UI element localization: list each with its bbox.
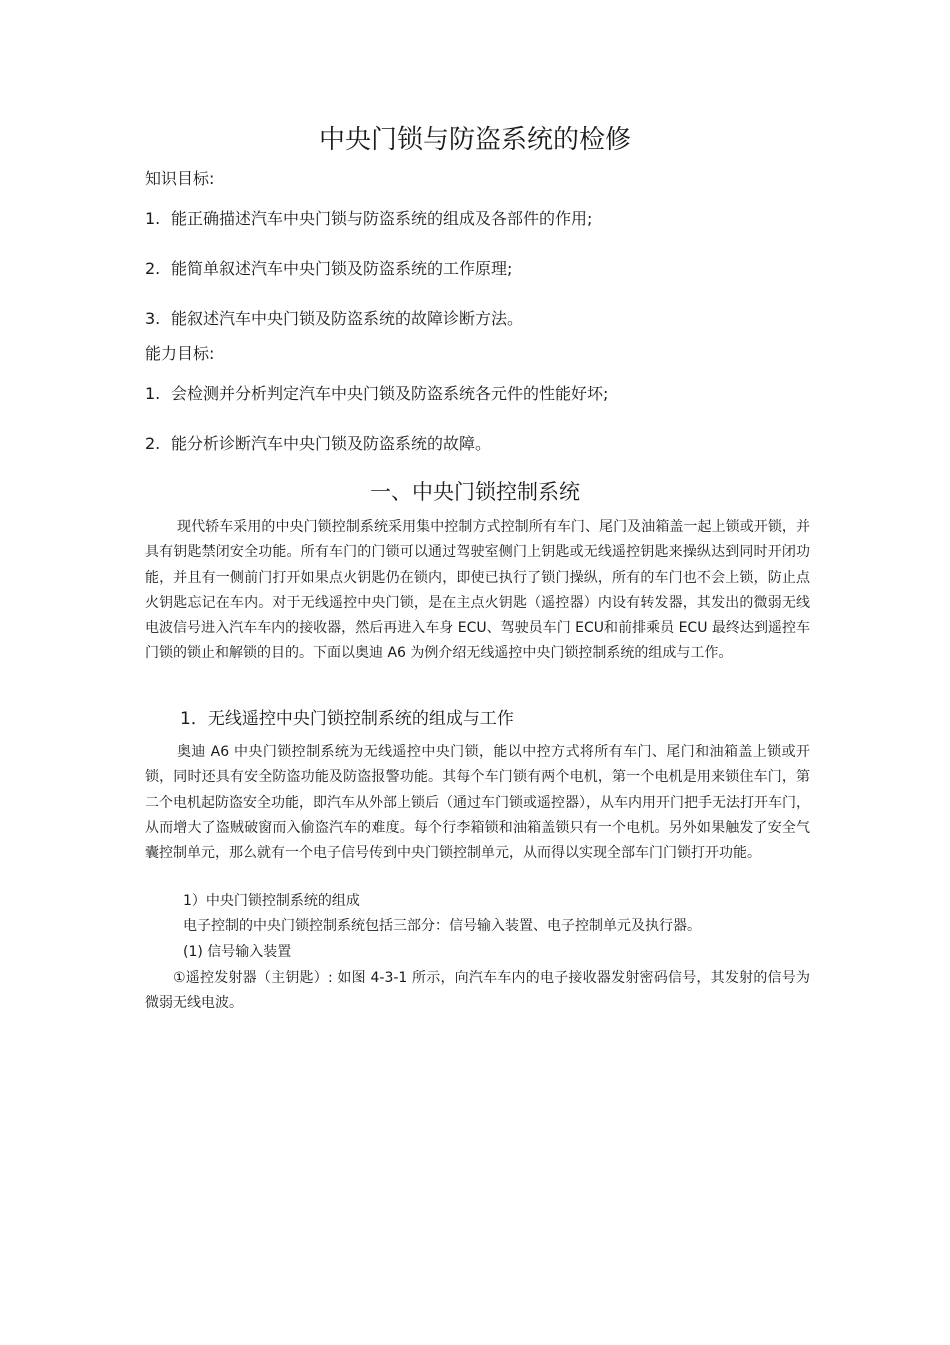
item-number: 1. — [145, 209, 161, 228]
item-number: 3. — [145, 309, 161, 328]
item-text: 能叙述汽车中央门锁及防盗系统的故障诊断方法。 — [171, 309, 524, 328]
document-title: 中央门锁与防盗系统的检修 — [318, 125, 631, 155]
sub-heading-signal-input: (1) 信号输入装置 — [183, 944, 292, 960]
subsection-heading: 1．无线遥控中央门锁控制系统的组成与工作 — [180, 709, 514, 729]
ability-goal-item — [145, 433, 491, 455]
item-text: 会检测并分析判定汽车中央门锁及防盗系统各元件的性能好坏; — [171, 384, 609, 403]
subsection-paragraph: 奥迪 A6 中央门锁控制系统为无线遥控中央门锁，能以中控方式将所有车门、尾门和油箱盖上锁或开锁，同时还具有安全防盗功能及防盗报警功能。其每个车门锁有两个电机，第一个电机是用来锁住车门，第二个电机起防盗安全功能，即汽车从外部上锁后（通过车门锁或遥控器），从车内用开门把手无法打开车门，从而增大了盗贼破窗而入偷盗汽车的难度。每个行李箱锁和油箱盖锁只有一个电机。另外如果触发了安全气囊控制单元，那么就有一个电子信号传到中央门锁控制单元，从而得以实现全部车门门锁打开功能。 — [145, 744, 810, 862]
sub-heading-composition: 1）中央门锁控制系统的组成 — [183, 893, 360, 909]
item-text: 能正确描述汽车中央门锁与防盗系统的组成及各部件的作用; — [171, 209, 593, 228]
remote-transmitter-paragraph: ①遥控发射器（主钥匙）: 如图 4-3-1 所示，向汽车车内的电子接收器发射密码信号，其发射的信号为微弱无线电波。 — [145, 970, 810, 1012]
composition-text: 电子控制的中央门锁控制系统包括三部分：信号输入装置、电子控制单元及执行器。 — [183, 918, 701, 934]
ability-goals-label: 能力目标: — [145, 344, 215, 363]
item-number: 2. — [145, 259, 161, 278]
item-text: 能分析诊断汽车中央门锁及防盗系统的故障。 — [171, 434, 492, 453]
knowledge-goals-label: 知识目标: — [145, 169, 215, 188]
section-heading: 一、中央门锁控制系统 — [370, 480, 580, 504]
item-text: 能简单叙述汽车中央门锁及防盗系统的工作原理; — [171, 259, 513, 278]
knowledge-goal-item — [145, 308, 523, 330]
section-paragraph: 现代轿车采用的中央门锁控制系统采用集中控制方式控制所有车门、尾门及油箱盖一起上锁或开锁，并具有钥匙禁闭安全功能。所有车门的门锁可以通过驾驶室侧门上钥匙或无线遥控钥匙来操纵达到同时开闭功能，并且有一侧前门打开如果点火钥匙仍在锁内，即使已执行了锁门操纵，所有的车门也不会上锁，防止点火钥匙忘记在车内。对于无线遥控中央门锁，是在主点火钥匙（遥控器）内设有转发器，其发出的微弱无线电波信号进入汽车车内的接收器，然后再进入车身 ECU、驾驶员车门 ECU和前排乘员 ECU 最终达到遥控车门锁的锁止和解锁的目的。下面以奥迪 A6 为例介绍无线遥控中央门锁控制系统的组成与工作。 — [145, 519, 810, 662]
ability-goal-item — [145, 383, 608, 405]
item-number: 1. — [145, 384, 161, 403]
item-number: 2. — [145, 434, 161, 453]
knowledge-goal-item — [145, 208, 592, 230]
knowledge-goal-item — [145, 258, 512, 280]
